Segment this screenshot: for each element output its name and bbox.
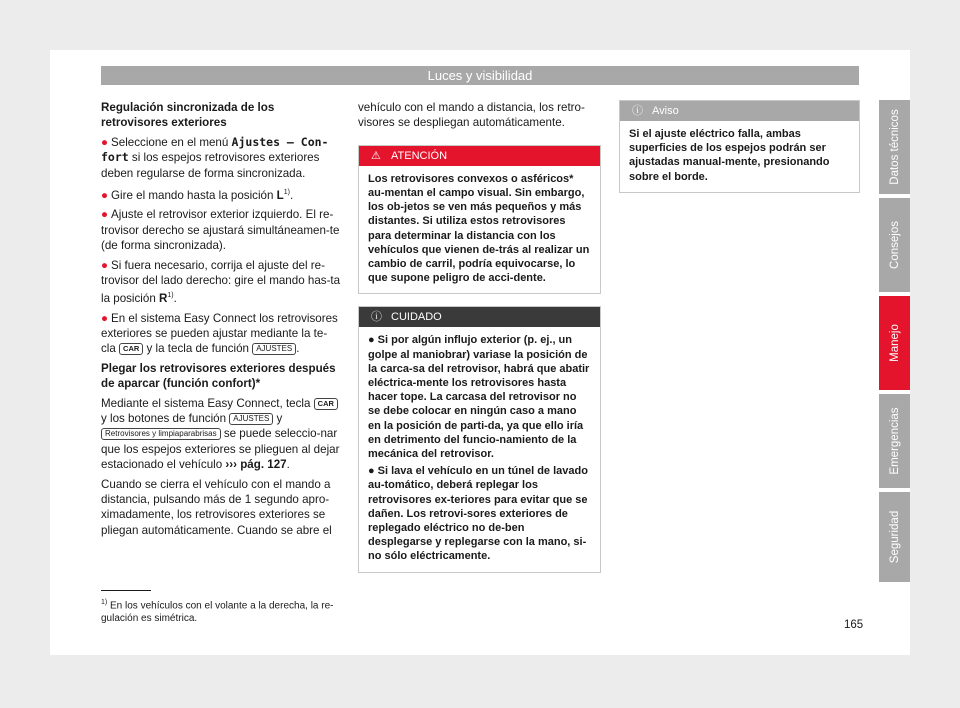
warning-box [358,145,601,295]
tab-seguridad[interactable]: Seguridad [879,492,910,582]
car-key-icon: CAR [314,398,338,410]
function-key-ajustes: AJUSTES [252,343,296,355]
function-key-mirrors-wipers: Retrovisores y limpiaparabrisas [101,428,221,440]
tab-consejos[interactable]: Consejos [879,198,910,292]
list-item: ● Si fuera necesario, corrija el ajuste del re-trovisor del lado derecho: gire el mando has-ta la posición $R^{1)}$. [101,258,341,306]
warning-text: Los retrovisores convexos o asféricos* au-mentan el campo visual. Sin embargo, los ob-jetos se ven más pequeños y más distantes. Si utiliza estos retrovisores para determinar la distancia con los vehículos que vienen de-trás al realizar un cambio de carril, podría equivocarse, lo que supone peligro de acci-dente. [368,172,590,285]
column-middle [358,100,601,585]
list-item: ● Seleccione en el menú Ajustes – Con-fort si los espejos retrovisores exteriores deben regularse de forma sincronizada. [101,134,329,180]
bullet-icon: ● [101,258,109,272]
tab-datos-tecnicos[interactable]: Datos técnicos [879,100,910,194]
note-text: Si el ajuste eléctrico falla, ambas superficies de los espejos podrán ser ajustadas manual-mente, presionando sobre el borde. [629,128,830,183]
page-number: 165 [844,619,864,631]
page-reference: ››› pág. 127 [225,458,287,472]
column-right [619,100,860,205]
heading-sync-mirrors: Regulación sincronizada de los retrovisores exteriores [101,101,275,130]
bullet-icon: ● [368,334,375,347]
caution-circle-icon: ⓘ [371,311,382,324]
caution-header: ⓘ CUIDADO [359,307,600,327]
note-box [619,100,860,193]
list-item: ● En el sistema Easy Connect los retrovisores exteriores se pueden ajustar mediante la te-cla CAR y la tecla de función AJUSTES . [101,311,338,356]
caution-text: ● Si por algún influjo exterior (p. ej., un golpe al maniobrar) variase la posición de la carca-sa del retrovisor, habrá que abatir eléctrica-mente los retrovisores hasta hacer tope. La carcasa del retrovisor no se debe colocar en ningún caso a mano en la posición de parti-da, ya que ello iría en detrimento del funcio-namiento de la mecánica del retrovisor. ● Si lava el vehículo en un túnel de lavado au-tomático, deberá replegar los retrovisores ex-teriores para evitar que se dañen. Los retrovi-sores exteriores de replegado eléctrico no de-ben desplegarse y replegarse con la mano, si-no sólo eléctricamente. [368,334,590,563]
caution-box [358,306,601,572]
bullet-icon: ● [101,135,109,149]
paragraph: vehículo con el mando a distancia, los retro-visores se despliegan automáticamente. [358,101,585,130]
footnote-divider [101,590,151,591]
list-item: ● Ajuste el retrovisor exterior izquierdo. El re-trovisor derecho se ajustará simultáneamen-te (de forma sincronizada). [101,208,340,253]
list-item: ● Gire el mando hasta la posición $L^{1)}$. [101,188,294,202]
bullet-icon: ● [368,465,375,478]
note-header: ⓘ Aviso [620,101,859,121]
info-icon: ⓘ [632,105,643,117]
paragraph: Cuando se cierra el vehículo con el mando a distancia, pulsando más de 1 segundo apro-ximadamente, los retrovisores exteriores se pliegan automáticamente. Cuando se abre el [101,477,332,537]
bullet-icon: ● [101,208,109,222]
paragraph: Mediante el sistema Easy Connect, tecla CAR y los botones de función AJUSTES y Retrovisores y limpiaparabrisas se puede seleccio-nar que los espejos exteriores se plieguen al dejar estacionado el vehículo ››› pág. 127. [101,396,340,472]
menu-path: Ajustes – Con-fort [101,134,329,165]
column-left [101,100,341,542]
car-key-icon: CAR [119,343,143,355]
function-key-ajustes: AJUSTES [229,413,273,425]
tab-manejo[interactable]: Manejo [879,296,910,390]
footnote: $^{1)}$ En los vehículos con el volante a la derecha, la re-gulación es simétrica. [101,599,334,624]
bullet-icon: ● [101,188,109,202]
warning-triangle-icon: ⚠ [371,149,381,162]
section-header: Luces y visibilidad [101,66,859,85]
tab-emergencias[interactable]: Emergencias [879,394,910,488]
heading-fold-mirrors: Plegar los retrovisores exteriores después de aparcar (función confort)* [101,361,336,391]
warning-header: ⚠ ATENCIÓN [359,146,600,166]
bullet-icon: ● [101,311,109,325]
